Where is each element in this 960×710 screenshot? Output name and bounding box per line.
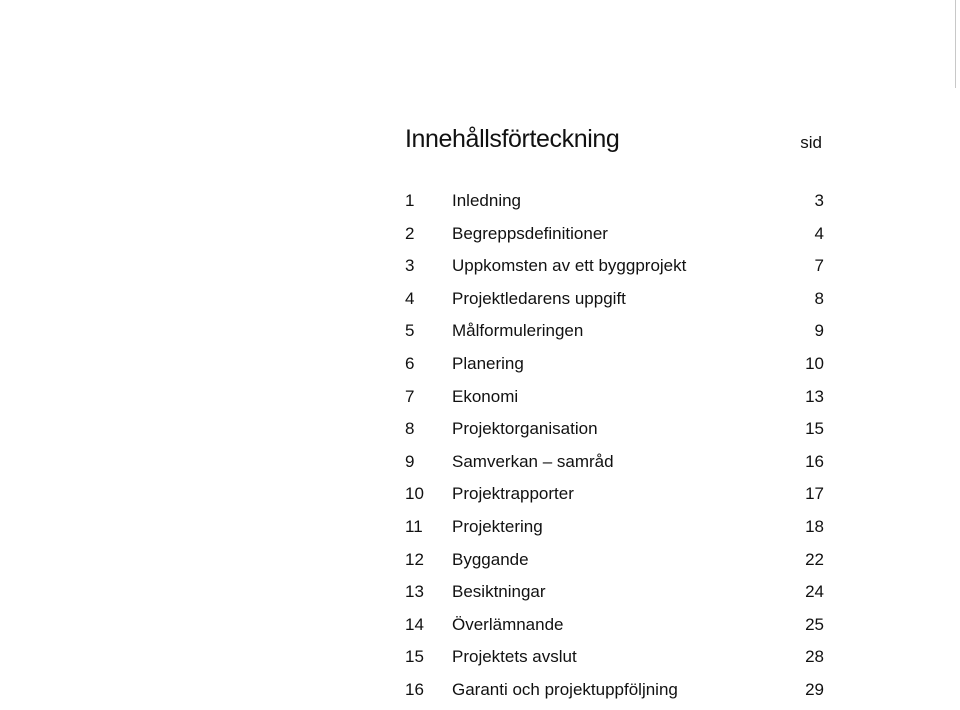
toc-entry [400, 481, 824, 514]
toc-entry-page: 25 [805, 614, 824, 634]
toc-entry-page: 8 [814, 288, 824, 308]
toc-entry-number: 13 [405, 582, 424, 602]
toc-entry-number: 11 [405, 516, 423, 536]
toc-entry [400, 547, 824, 580]
toc-entry-title: Projektets avslut [452, 647, 577, 667]
toc-entry-page: 28 [805, 647, 824, 667]
toc-entry-title: Projektering [452, 516, 543, 536]
toc-entry [400, 318, 824, 351]
toc-entry-number: 10 [405, 484, 424, 504]
toc-entry-page: 7 [814, 256, 824, 276]
toc-list [400, 188, 824, 710]
toc-entry [400, 286, 824, 319]
toc-entry-title: Begreppsdefinitioner [452, 223, 608, 243]
toc-entry [400, 384, 824, 417]
toc-entry-page: 24 [805, 582, 824, 602]
toc-entry [400, 514, 824, 547]
toc-entry-number: 8 [405, 419, 415, 439]
toc-entry-title: Garanti och projektuppföljning [452, 679, 678, 699]
toc-entry-title: Projektorganisation [452, 419, 598, 439]
toc-entry [400, 188, 824, 221]
toc-entry-page: 4 [814, 223, 824, 243]
toc-entry-page: 17 [805, 484, 824, 504]
toc-entry [400, 221, 824, 254]
toc-entry-title: Inledning [452, 191, 522, 210]
toc-entry [400, 677, 824, 710]
toc-entry-page: 16 [805, 451, 824, 471]
toc-entry [400, 416, 824, 449]
toc-entry-number: 9 [405, 451, 415, 471]
toc-entry-number: 7 [405, 386, 415, 406]
toc-entry-page: 29 [805, 679, 824, 699]
page-column-label: sid [800, 133, 822, 152]
toc-entry-number: 2 [405, 223, 415, 243]
toc-entry [400, 351, 824, 384]
toc-entry-title: Målformuleringen [452, 321, 584, 341]
page-edge-line [955, 0, 956, 88]
toc-entry-page: 13 [805, 386, 824, 406]
toc-entry-title: Projektrapporter [452, 484, 574, 504]
toc-entry-title: Besiktningar [452, 582, 546, 602]
toc-entry-page: 18 [805, 516, 824, 536]
toc-heading: Innehållsförteckning [405, 125, 620, 153]
toc-entry-number: 1 [405, 191, 415, 210]
toc-entry-number: 4 [405, 288, 415, 308]
toc-entry-page: 3 [814, 191, 824, 210]
toc-entry [400, 612, 824, 645]
toc-entry-page: 10 [805, 353, 824, 373]
toc-entry-number: 12 [405, 549, 424, 569]
toc-entry-title: Ekonomi [452, 386, 519, 406]
toc-entry-title: Byggande [452, 549, 529, 569]
toc-entry-number: 16 [405, 679, 424, 699]
toc-entry [400, 449, 824, 482]
toc-entry-title: Planering [452, 353, 524, 373]
toc-entry-page: 9 [814, 321, 824, 341]
toc-entry-number: 14 [405, 614, 424, 634]
toc-entry [400, 579, 824, 612]
toc-entry-number: 6 [405, 353, 415, 373]
toc-entry [400, 253, 824, 286]
toc-entry-title: Samverkan – samråd [452, 451, 614, 471]
toc-entry-title: Uppkomsten av ett byggprojekt [452, 256, 687, 276]
toc-entry-title: Projektledarens uppgift [452, 288, 626, 308]
toc-entry-number: 3 [405, 256, 415, 276]
toc-entry-page: 15 [805, 419, 824, 439]
toc-entry-title: Överlämnande [452, 614, 564, 634]
toc-entry-number: 5 [405, 321, 415, 341]
toc-entry-page: 22 [805, 549, 824, 569]
toc-entry [400, 644, 824, 677]
toc-entry-number: 15 [405, 647, 424, 667]
